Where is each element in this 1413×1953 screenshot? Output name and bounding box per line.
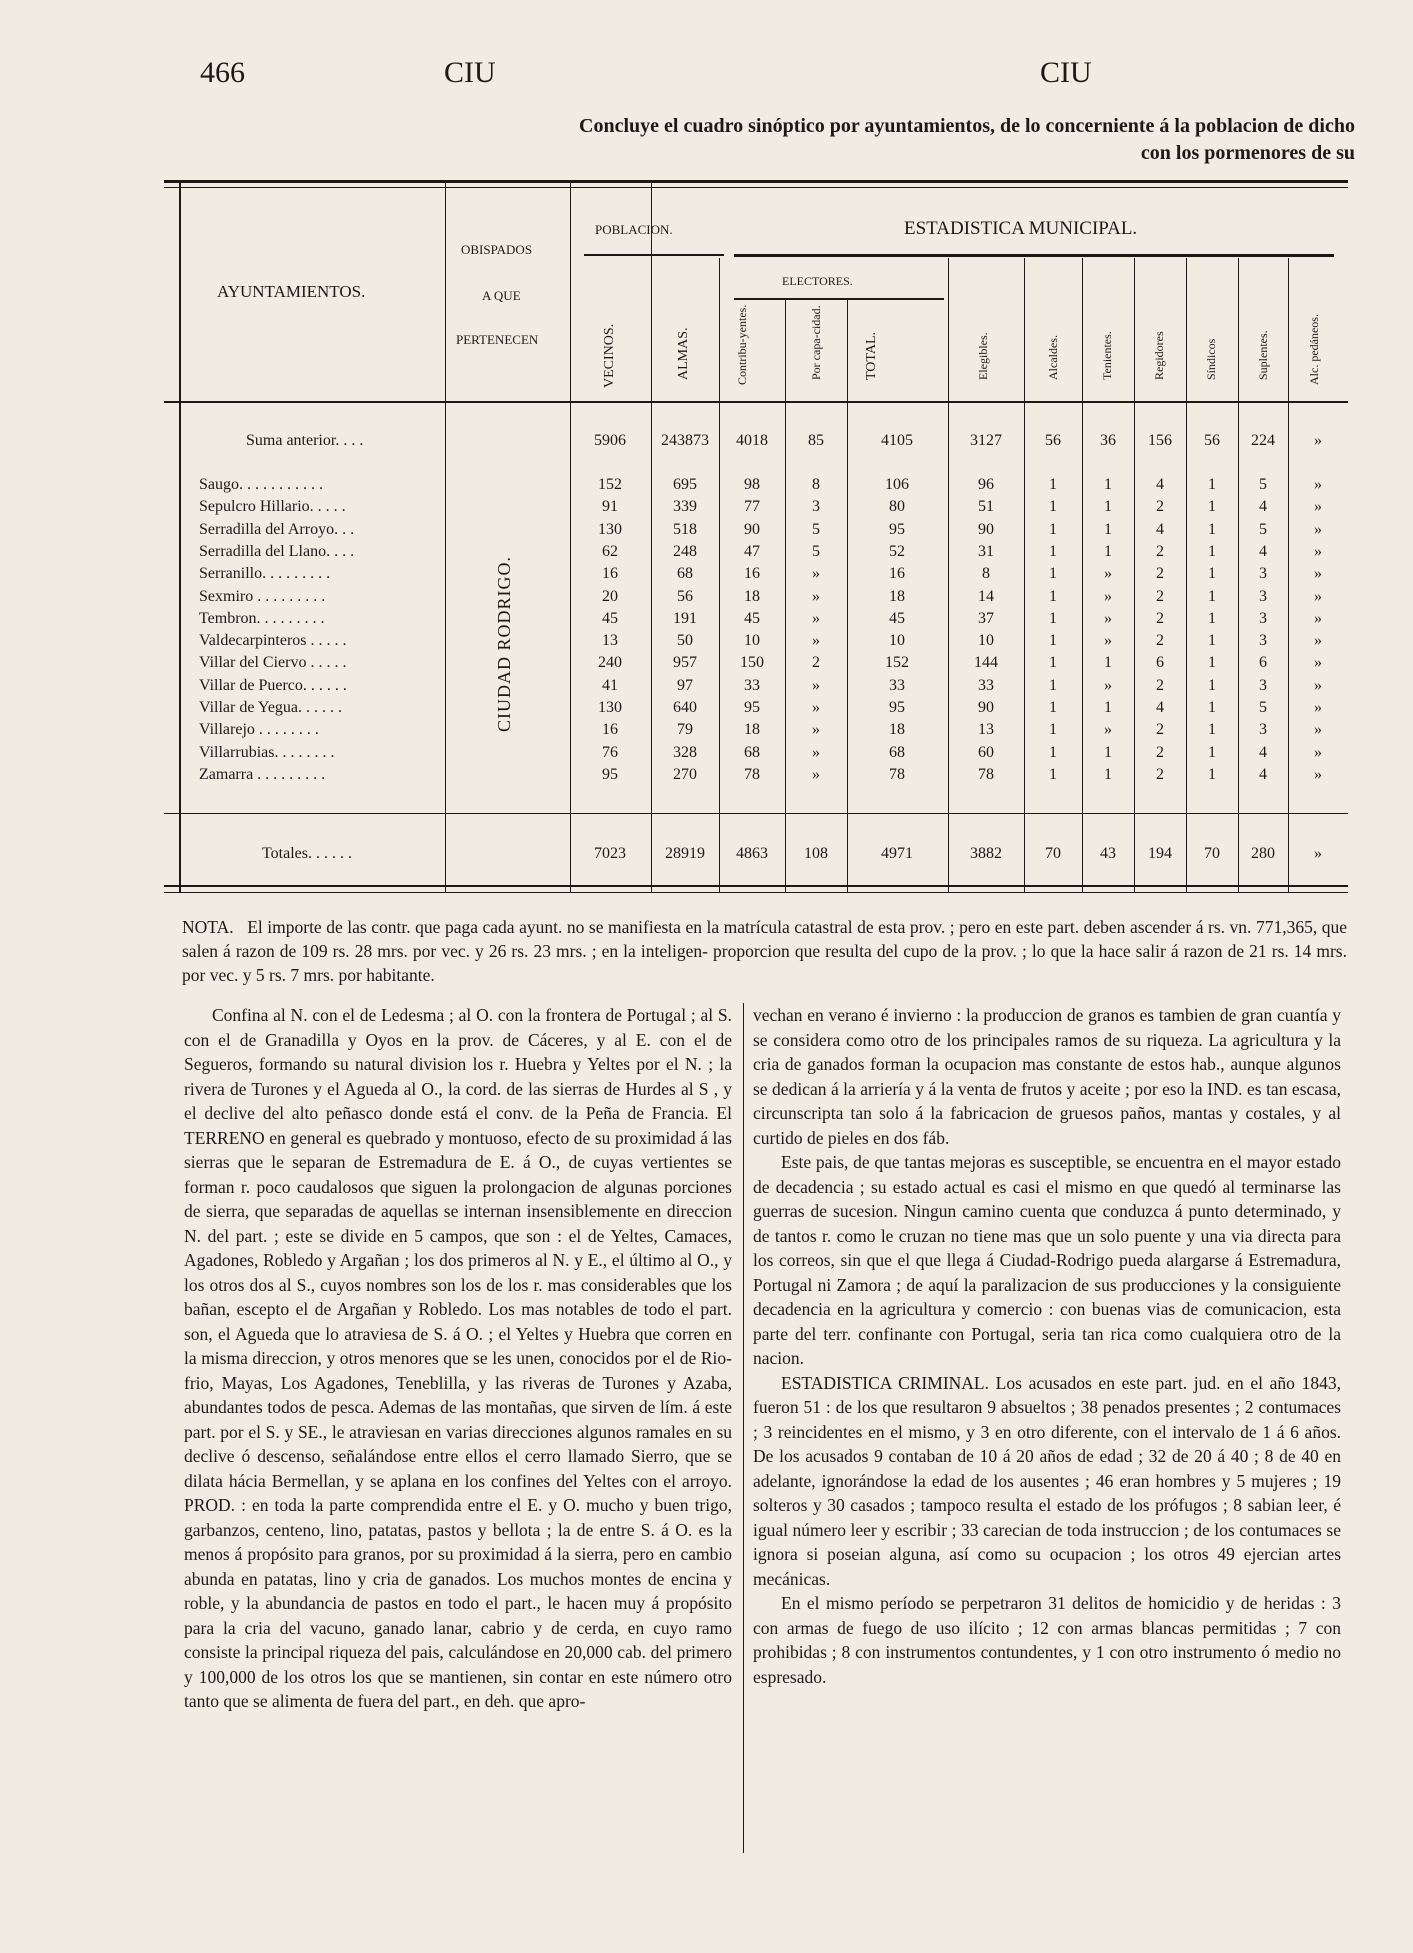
cell-value: 90 [978,699,994,716]
cell-value: 1 [1208,721,1216,739]
cell-value: 10 [744,632,760,650]
cell-value: 1 [1049,699,1057,716]
cell-value: 68 [677,565,693,583]
header-alcaldes: Alcaldes. [1046,335,1060,380]
cell-value: 18 [889,587,905,605]
cell-value: 156 [1148,432,1172,449]
header-electores: ELECTORES. [782,274,853,288]
cell-value: » [1104,609,1112,627]
cell-value: 1 [1049,498,1057,516]
running-head-right: CIU [1040,56,1092,89]
cell-value: 70 [1045,845,1061,862]
cell-value: 96 [978,476,994,493]
table-title-line-1: Concluye el cuadro sinóptico por ayuntamientos, de lo concerniente á la poblacion de dicho [579,115,1355,137]
cell-value: 98 [744,476,760,493]
cell-value: » [812,743,820,761]
cell-value: 2 [1156,609,1164,627]
cell-value: 1 [1049,765,1057,783]
cell-value: 2 [1156,498,1164,516]
cell-value: » [1104,587,1112,605]
left-paragraph-1: Confina al N. con el de Ledesma ; al O. con la frontera de Portugal ; al S. con el de Granadilla y Oyos en la prov. de Cáceres, y al E. con el de Segueros, formando su natural division los r. Huebra y Yeltes por el N. ; la rivera de Turones y el Agueda al O., la cord. de las sierras de Hurdes al S , y el declive del alto peñasco donde está el conv. de la Peña de Francia. El TERRENO en general es quebrado y montuoso, efecto de su proximidad á las sierras que le separan de Estremadura de E. á O., de cuyas vertientes se forman r. poco caudalosos que siguen la prolongacion de algunas porciones de sierra, que separadas de aquellas se internan insensiblemente en direccion N. del part. ; este se divide en 5 campos, que son : el de Yeltes, Camaces, Agadones, Robledo y Argañan ; los dos primeros al N. y E., el último al O., y los otros dos al S., cuyos nombres son los de los r. mas considerables que los bañan, escepto el de Argañan y Robledo. Los mas notables de todo el part. son, el Agueda que lo atraviesa de S. á O. ; el Yeltes y Huebra que corren en la misma direccion, y otros menores que se les unen, conocidos por el de Rio-frio, Mayas, Los Agadones, Teneblilla, y las riveras de Turones y Azaba, abundantes todos de pesca. Ademas de las montañas, que sirven de lím. á este part. por el S. y SE., le atraviesan en varias direcciones algunos ramales en su declive ó descenso, señalándose entre ellos el cerro llamado Sierro, que se dilata hácia Bermellan, y se aplana en los confines del Yeltes con el arroyo. PROD. : en toda la parte comprendida entre el E. y O. mucho y buen trigo, garbanzos, centeno, lino, patatas, pastos y bellota ; la de entre S. á O. es la menos á propósito para granos, por su proximidad á la sierra, pero en cambio abunda en patatas, lino y cria de ganados. Los muchos montes de encina y roble, y la abundancia de pastos en todo el part., le hacen muy á propósito para la cria del vacuno, ganado lanar, cabrio y de cerda, en cuyo ramo consiste la principal riqueza del pais, calculándose en 20,000 cab. del primero y 100,000 de los otros los que se mantienen, sin contar en este número otro tanto que se alimenta de fuera del part., en deh. que apro- [184,1005,732,1711]
header-regidores: Regidores [1152,331,1166,380]
cell-value: 5906 [594,432,626,449]
cell-value: » [1314,520,1322,538]
cell-value: 1 [1049,542,1057,560]
cell-value: 10 [889,632,905,650]
cell-value: 1 [1104,699,1112,716]
right-paragraph-3: ESTADISTICA CRIMINAL. Los acusados en este part. jud. en el año 1843, fueron 51 : de los que resultaron 9 absueltos ; 38 penados presentes ; 2 contumaces ; 3 reincidentes en el mismo, y 3 en otro diferente, con el intervalo de 1 á 6 años. De los acusados 9 contaban de 10 á 20 años de edad ; 32 de 20 á 40 ; 8 de 40 en adelante, ignorándose la edad de los ausentes ; 46 eran hombres y 5 mujeres ; 19 solteros y 30 casados ; tampoco resulta el estado de los prófugos ; 8 sabian leer, é igual número leer y escribir ; 33 carecian de toda instruccion ; de los contumaces se ignora si poseian alguna, así como su ocupacion ; los otros 49 ejercian artes mecánicas. [753,1372,1341,1589]
cell-value: 1 [1208,542,1216,560]
cell-value: 1 [1049,520,1057,538]
cell-value: 31 [978,542,994,560]
cell-value: 3 [1259,632,1267,650]
cell-value: 60 [978,743,994,761]
cell-value: 4 [1259,542,1267,560]
header-obispados-pertenecen: PERTENECEN [456,332,539,347]
cell-value: 1 [1049,654,1057,672]
cell-value: 1 [1208,632,1216,650]
right-paragraph-4: En el mismo período se perpetraron 31 delitos de homicidio y de heridas : 3 con armas de fuego de uso ilícito ; 12 con armas blancas permitidas ; 7 con prohibidas ; 8 con instrumentos contundentes, y 1 con otro instrumento ó medio no espresado. [753,1593,1341,1687]
cell-value: 14 [978,587,994,605]
header-sindicos: Síndicos [1204,338,1218,380]
table-title-line-2: con los pormenores de su [1140,142,1355,164]
cell-value: 4 [1259,498,1267,516]
cell-value: 80 [889,498,905,516]
cell-value: 152 [885,654,909,672]
cell-value: 518 [673,520,697,538]
cell-value: » [1314,609,1322,627]
header-ayuntamientos: AYUNTAMIENTOS. [217,282,366,301]
row-label: Villar de Yegua. . . . . . [199,699,343,716]
cell-value: 1 [1208,654,1216,672]
cell-value: 248 [673,542,697,560]
cell-value: » [812,587,820,605]
cell-value: 95 [744,699,760,716]
cell-value: 41 [602,676,618,694]
cell-value: 1 [1049,676,1057,694]
cell-value: 2 [1156,632,1164,650]
cell-value: » [1314,587,1322,605]
cell-value: 47 [744,542,760,560]
cell-value: » [1314,765,1322,783]
cell-value: 4863 [736,845,768,862]
right-paragraph-1: vechan en verano é invierno : la produccion de granos es tambien de gran cuantía y se considera como otro de los principales ramos de su riqueza. La agricultura y la cria de ganados forman la ocupacion mas constante de estos hab., aunque algunos se dedican á la arriería y á la venta de frutos y aceite ; por eso la IND. es tan escasa, circunscripta tan solo á la fabricacion de gruesos paños, mantas y costales, y al curtido de pieles en dos fáb. [753,1005,1341,1148]
row-label: Serradilla del Llano. . . . [199,542,355,560]
row-label: Villar del Ciervo . . . . . [199,654,347,672]
header-tenientes: Tenientes. [1100,331,1114,380]
nota-paragraph [182,915,1347,987]
cell-value: 90 [978,520,994,538]
column-divider [743,1003,744,1853]
cell-value: 5 [1259,520,1267,538]
nota-text: El importe de las contr. que paga cada ayunt. no se manifiesta en la matrícula catastral de esta prov. ; pero en este part. deben ascender á rs. vn. 771,365, que salen á razon de 109 rs. 28 mrs. por vec. y 26 rs. 23 mrs. ; en la inteligen- proporcion que resulta del cupo de la prov. ; lo que la hace salir á razon de 21 rs. 14 mrs. por vec. y 5 rs. 7 mrs. por habitante. [182,917,1348,985]
nota-label: NOTA. [182,917,234,937]
cell-value: 78 [744,765,760,783]
cell-value: 2 [1156,765,1164,783]
cell-value: 4105 [881,432,913,449]
cell-value: 78 [978,765,994,783]
cell-value: » [1314,476,1322,493]
row-label: Villarrubias. . . . . . . . [199,743,335,761]
row-label: Sepulcro Hillario. . . . . [199,498,346,516]
cell-value: 4 [1259,765,1267,783]
cell-value: 1 [1208,699,1216,716]
cell-value: 2 [1156,565,1164,583]
cell-value: » [1104,565,1112,583]
cell-value: 62 [602,542,618,560]
row-label: Valdecarpinteros . . . . . [199,632,347,650]
cell-value: 56 [1045,432,1061,449]
header-estadistica-municipal: ESTADISTICA MUNICIPAL. [904,218,1138,239]
row-label: Zamarra . . . . . . . . . [199,765,326,783]
header-por-capacidad: Por capa-cidad. [809,305,823,380]
header-vecinos: VECINOS. [602,323,617,388]
cell-value: 3127 [970,432,1002,449]
header-almas: ALMAS. [676,327,691,380]
statistics-table [164,180,1348,898]
row-label: Suma anterior. . . . [246,432,364,449]
cell-value: 6 [1156,654,1164,672]
cell-value: 18 [889,721,905,739]
cell-value: 1 [1208,520,1216,538]
cell-value: 10 [978,632,994,650]
cell-value: 43 [1100,845,1116,862]
cell-value: » [1314,654,1322,672]
cell-value: » [812,565,820,583]
cell-value: » [1104,676,1112,694]
cell-value: » [1314,676,1322,694]
cell-value: 2 [1156,721,1164,739]
cell-value: 8 [812,476,820,493]
row-label: Tembron. . . . . . . . . [199,609,325,627]
cell-value: 3 [1259,609,1267,627]
cell-value: » [1314,565,1322,583]
cell-value: 328 [673,743,697,761]
page-number: 466 [200,56,245,89]
cell-value: 4971 [881,845,913,862]
cell-value: 68 [889,743,905,761]
cell-value: 16 [602,721,618,739]
cell-value: 3 [1259,565,1267,583]
cell-value: 1 [1049,743,1057,761]
cell-value: 1 [1049,609,1057,627]
cell-value: 76 [602,743,618,761]
cell-value: » [812,632,820,650]
cell-value: 191 [673,609,697,627]
cell-value: 4 [1259,743,1267,761]
cell-value: 1 [1049,565,1057,583]
cell-value: 33 [744,676,760,694]
cell-value: 1 [1104,765,1112,783]
cell-value: 1 [1208,498,1216,516]
cell-value: » [812,699,820,716]
header-suplentes: Suplentes. [1256,330,1270,380]
cell-value: 1 [1208,476,1216,493]
cell-value: 224 [1251,432,1275,449]
cell-value: 106 [885,476,909,493]
cell-value: 1 [1104,476,1112,493]
cell-value: » [1314,432,1322,449]
cell-value: 95 [602,765,618,783]
cell-value: 91 [602,498,618,516]
cell-value: 37 [978,609,994,627]
cell-value: 33 [978,676,994,694]
cell-value: 45 [889,609,905,627]
cell-value: 56 [677,587,693,605]
cell-value: 130 [598,699,622,716]
cell-value: » [1314,721,1322,739]
running-head-left: CIU [444,56,496,89]
cell-value: 4018 [736,432,768,449]
cell-value: 7023 [594,845,626,862]
row-label: Serranillo. . . . . . . . . [199,565,331,583]
cell-value: 1 [1104,743,1112,761]
cell-value: 13 [602,632,618,650]
cell-value: 194 [1148,845,1172,862]
cell-value: » [1314,632,1322,650]
cell-value: » [1314,699,1322,716]
cell-value: 144 [974,654,998,672]
header-poblacion: POBLACION. [595,222,673,237]
cell-value: 1 [1049,587,1057,605]
cell-value: » [812,721,820,739]
cell-value: » [1104,721,1112,739]
cell-value: 2 [1156,587,1164,605]
cell-value: 45 [744,609,760,627]
cell-value: 13 [978,721,994,739]
cell-value: 36 [1100,432,1116,449]
cell-value: 18 [744,721,760,739]
cell-value: 4 [1156,476,1164,493]
cell-value: 270 [673,765,697,783]
cell-value: 97 [677,676,693,694]
cell-value: 45 [602,609,618,627]
cell-value: 20 [602,587,618,605]
cell-value: 5 [812,542,820,560]
cell-value: 339 [673,498,697,516]
cell-value: 1 [1208,676,1216,694]
cell-value: 5 [1259,699,1267,716]
cell-value: 4 [1156,699,1164,716]
cell-value: 50 [677,632,693,650]
cell-value: 1 [1208,743,1216,761]
cell-value: 280 [1251,845,1275,862]
cell-value: 1 [1104,498,1112,516]
obispado-ciudad-rodrigo: CIUDAD RODRIGO. [494,556,514,732]
cell-value: 5 [812,520,820,538]
header-obispados: OBISPADOS [461,242,533,257]
cell-value: » [812,609,820,627]
row-label: Saugo. . . . . . . . . . . [199,476,323,493]
cell-value: » [812,676,820,694]
right-column [753,1003,1341,1689]
cell-value: 28919 [665,845,705,862]
cell-value: 79 [677,721,693,739]
cell-value: 1 [1049,721,1057,739]
cell-value: 16 [889,565,905,583]
cell-value: 16 [602,565,618,583]
cell-value: 3 [1259,587,1267,605]
right-paragraph-2: Este pais, de que tantas mejoras es susceptible, se encuentra en el mayor estado de decadencia ; su estado actual es casi el mismo en que quedó al terminarse las guerras de sucesion. Ningun camino cuenta que conduzca á punto determinado, y de tantos r. como le cruzan no tiene mas que un solo puente y una via directa para los correos, sin que el que llega á Ciudad-Rodrigo pueda alargarse á Estremadura, Portugal ni Zamora ; de aquí la paralizacion de sus producciones y la consiguiente decadencia en la agricultura y comercio : con buenas vias de comunicacion, esta parte del terr. confinante con Portugal, seria tan rica como cualquiera otro de la nacion. [753,1152,1341,1368]
cell-value: 3 [812,498,820,516]
cell-value: 1 [1104,520,1112,538]
cell-value: 2 [1156,743,1164,761]
cell-value: » [812,765,820,783]
cell-value: 33 [889,676,905,694]
cell-value: 1 [1208,765,1216,783]
cell-value: 243873 [661,432,709,449]
cell-value: 3 [1259,676,1267,694]
cell-value: 1 [1104,542,1112,560]
cell-value: » [1314,498,1322,516]
cell-value: » [1314,542,1322,560]
cell-value: 3 [1259,721,1267,739]
cell-value: 1 [1049,476,1057,493]
cell-value: 95 [889,699,905,716]
cell-value: 85 [808,432,824,449]
cell-value: » [1314,743,1322,761]
header-elegibles: Elegibles. [976,332,990,380]
cell-value: 2 [812,654,820,672]
cell-value: 77 [744,498,760,516]
cell-value: » [1104,632,1112,650]
cell-value: 1 [1049,632,1057,650]
header-obispados-a-que: A QUE [482,288,521,303]
cell-value: 51 [978,498,994,516]
cell-value: 1 [1208,565,1216,583]
cell-value: 18 [744,587,760,605]
row-label: Serradilla del Arroyo. . . [199,520,355,538]
cell-value: 78 [889,765,905,783]
header-contribuyentes: Contribu-yentes. [735,304,749,385]
cell-value: 95 [889,520,905,538]
cell-value: 4 [1156,520,1164,538]
cell-value: 240 [598,654,622,672]
cell-value: 52 [889,542,905,560]
cell-value: 90 [744,520,760,538]
cell-value: 70 [1204,845,1220,862]
cell-value: 6 [1259,654,1267,672]
left-column [184,1003,732,1714]
cell-value: 16 [744,565,760,583]
row-label: Sexmiro . . . . . . . . . [199,587,326,605]
cell-value: 640 [673,699,697,716]
cell-value: 1 [1208,609,1216,627]
cell-value: 150 [740,654,764,672]
cell-value: 957 [673,654,697,672]
cell-value: 5 [1259,476,1267,493]
cell-value: 1 [1104,654,1112,672]
row-label: Villar de Puerco. . . . . . [199,676,347,694]
cell-value: 2 [1156,676,1164,694]
cell-value: » [1314,845,1322,862]
row-label: Totales. . . . . . [262,845,352,862]
cell-value: 1 [1208,587,1216,605]
cell-value: 130 [598,520,622,538]
cell-value: 3882 [970,845,1002,862]
cell-value: 108 [804,845,828,862]
row-label: Villarejo . . . . . . . . [199,721,319,739]
cell-value: 2 [1156,542,1164,560]
header-alc-pedaneos: Alc. pedáneos. [1307,314,1321,385]
cell-value: 152 [598,476,622,493]
cell-value: 8 [982,565,990,583]
cell-value: 68 [744,743,760,761]
header-total: TOTAL. [864,331,879,380]
cell-value: 695 [673,476,697,493]
cell-value: 56 [1204,432,1220,449]
